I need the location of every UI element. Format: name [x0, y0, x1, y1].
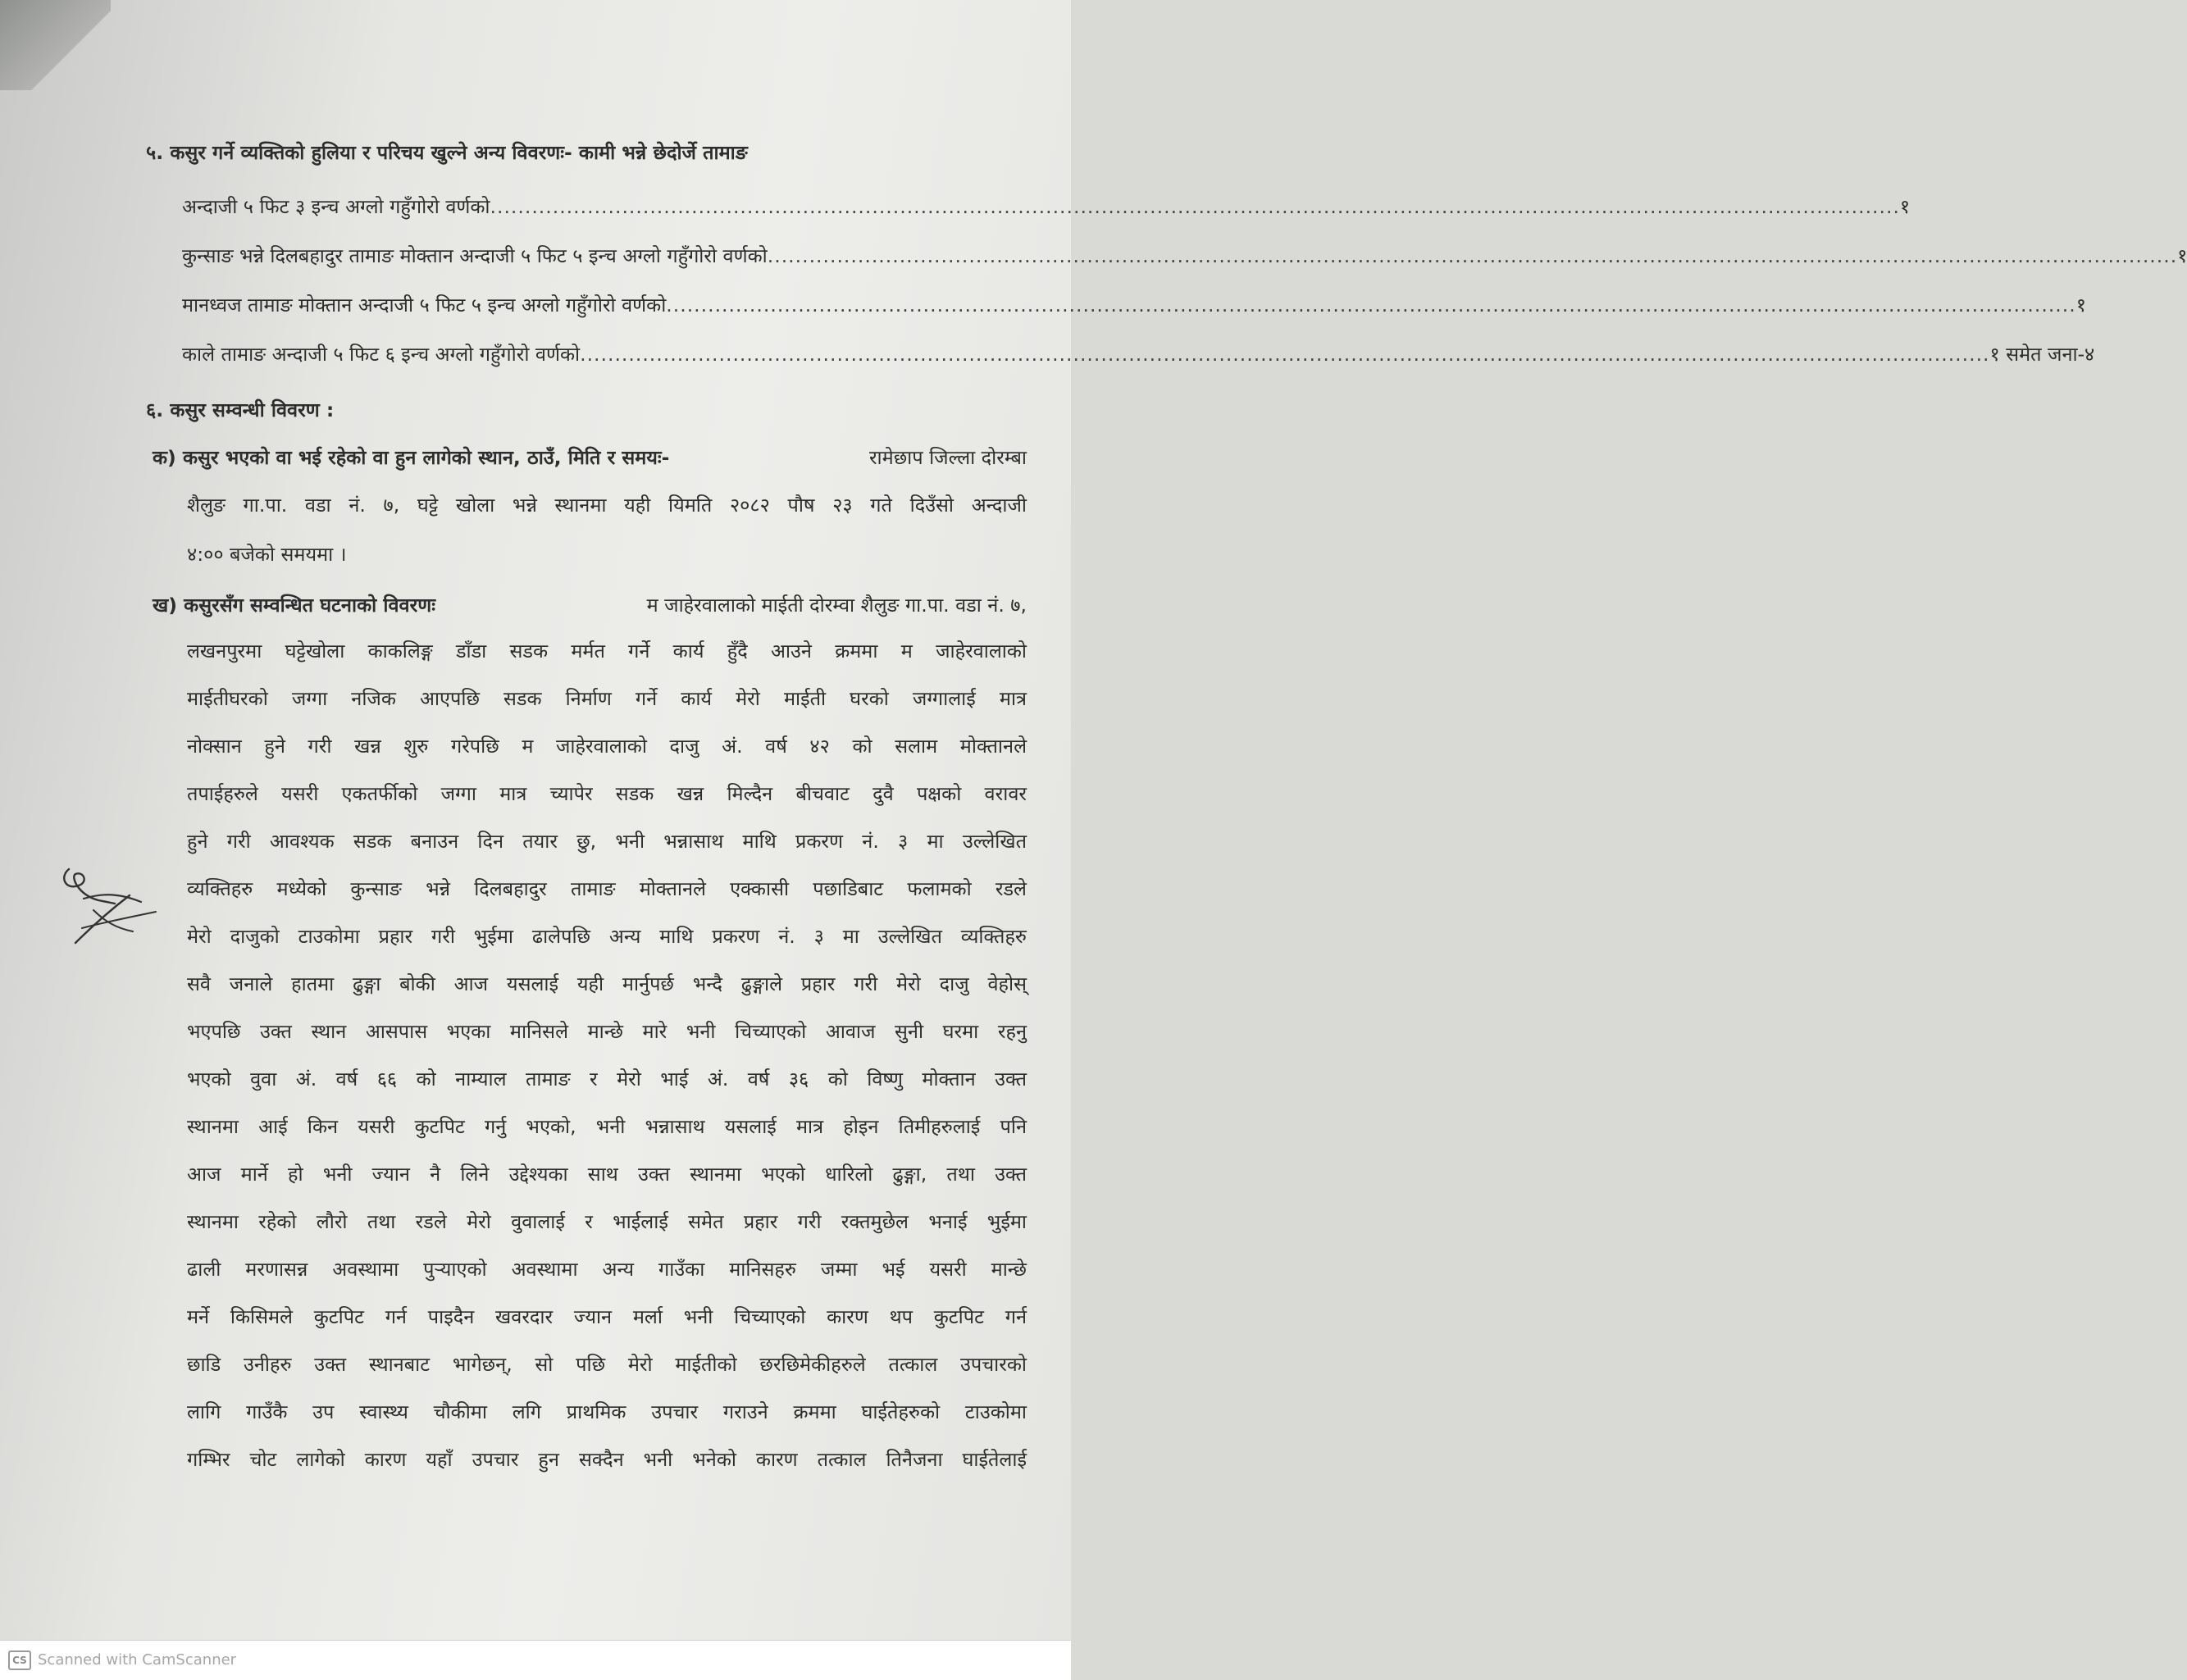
- camscanner-logo-icon: CS: [8, 1650, 31, 1670]
- camscanner-label: Scanned with CamScanner: [38, 1651, 237, 1669]
- kha-first-text: म जाहेरवालाको माईती दोरम्वा शैलुङ गा.पा. वडा नं. ७,: [646, 594, 1027, 617]
- kha-line: गम्भिर चोट लागेको कारण यहाँ उपचार हुन सक्दैन भनी भनेको कारण तत्काल तिनैजना घाईतेलाई: [187, 1448, 1027, 1471]
- description-row-4: [182, 338, 2095, 371]
- kha-line: मेरो दाजुको टाउकोमा प्रहार गरी भुईमा ढालेपछि अन्य माथि प्रकरण नं. ३ मा उल्लेखित व्यक्तिहरु: [187, 925, 1027, 948]
- row-3-dots: ...........................................................................................................................................................................................................: [666, 294, 2076, 316]
- row-3-count: १: [2075, 294, 2086, 316]
- row-2-text: कुन्साङ भन्ने दिलबहादुर तामाङ मोक्तान अन्दाजी ५ फिट ५ इन्च अग्लो गहुँगोरो वर्णको: [182, 244, 768, 267]
- kha-line: नोक्सान हुने गरी खन्न शुरु गरेपछि म जाहेरवालाको दाजु अं. वर्ष ४२ को सलाम मोक्तानले: [187, 735, 1027, 758]
- kha-line: हुने गरी आवश्यक सडक बनाउन दिन तयार छु, भनी भन्नासाथ माथि प्रकरण नं. ३ मा उल्लेखित: [187, 830, 1027, 853]
- kha-line: व्यक्तिहरु मध्येको कुन्साङ भन्ने दिलबहादुर तामाङ मोक्तानले एक्कासी पछाडिबाट फलामको रडले: [187, 877, 1027, 900]
- row-4-text: काले तामाङ अन्दाजी ५ फिट ६ इन्च अग्लो गहुँगोरो वर्णको: [182, 343, 581, 366]
- description-row-1: [182, 190, 1911, 223]
- kha-label: ख) कसुरसँग सम्वन्धित घटनाको विवरणः: [153, 594, 435, 617]
- description-row-3: [182, 289, 2086, 321]
- row-1-dots: ...........................................................................................................................................................................................................: [490, 195, 1900, 218]
- kha-line: ढाली मरणासन्न अवस्थामा पुर्‍याएको अवस्थामा अन्य गाउँका मानिसहरु जम्मा भई यसरी मान्छे: [187, 1258, 1027, 1281]
- ka-line-3: ४:०० बजेको समयमा ।: [187, 543, 347, 566]
- kha-line: भएको वुवा अं. वर्ष ६६ को नाम्याल तामाङ र मेरो भाई अं. वर्ष ३६ को विष्णु मोक्तान उक्त: [187, 1068, 1027, 1090]
- kha-line: मर्ने किसिमले कुटपिट गर्न पाइदैन खवरदार ज्यान मर्ला भनी चिच्याएको कारण थप कुटपिट गर्न: [187, 1305, 1027, 1328]
- section-6-heading: ६. कसुर सम्वन्धी विवरण :: [146, 398, 335, 421]
- row-4-count: १ समेत जना-४: [1989, 343, 2095, 366]
- kha-first-line: [153, 589, 1027, 621]
- kha-line: तपाईहरुले यसरी एकतर्फीको जग्गा मात्र च्यापेर सडक खन्न मिल्दैन बीचवाट दुवै पक्षको वरावर: [187, 782, 1027, 805]
- kha-line: आज मार्ने हो भनी ज्यान नै लिने उद्देश्यका साथ उक्त स्थानमा भएको धारिलो ढुङ्गा, तथा उक्त: [187, 1163, 1027, 1186]
- ka-line-2: शैलुङ गा.पा. वडा नं. ७, घट्टे खोला भन्ने स्थानमा यही यिमति २०८२ पौष २३ गते दिउँसो अन्दाजी: [187, 494, 1027, 517]
- kha-line: स्थानमा आई किन यसरी कुटपिट गर्नु भएको, भनी भन्नासाथ यसलाई मात्र होइन तिमीहरुलाई पनि: [187, 1115, 1027, 1138]
- scanner-footer: [0, 1640, 1071, 1680]
- row-1-text: अन्दाजी ५ फिट ३ इन्च अग्लो गहुँगोरो वर्णको: [182, 195, 490, 218]
- row-2-count: १: [2177, 244, 2187, 267]
- kha-line: छाडि उनीहरु उक्त स्थानबाट भागेछन्, सो पछि मेरो माईतीको छरछिमेकीहरुले तत्काल उपचारको: [187, 1353, 1027, 1376]
- row-1-count: १: [1899, 195, 1911, 218]
- ka-label: क) कसुर भएको वा भई रहेको वा हुन लागेको स्थान, ठाउँ, मिति र समयः-: [153, 446, 670, 469]
- ka-first-line: [153, 441, 1027, 474]
- row-2-dots: ...........................................................................................................................................................................................................: [767, 244, 2178, 267]
- kha-line: सवै जनाले हातमा ढुङ्गा बोकी आज यसलाई यही मार्नुपर्छ भन्दै ढुङ्गाले प्रहार गरी मेरो दाजु वेहोस्: [187, 972, 1027, 995]
- description-row-2: [182, 239, 2187, 272]
- kha-line: लखनपुरमा घट्टेखोला काकलिङ्ग डाँडा सडक मर्मत गर्ने कार्य हुँदै आउने क्रममा म जाहेरवालाको: [187, 640, 1027, 662]
- kha-line: माईतीघरको जग्गा नजिक आएपछि सडक निर्माण गर्ने कार्य मेरो माईती घरको जग्गालाई मात्र: [187, 687, 1027, 710]
- row-3-text: मानध्वज तामाङ मोक्तान अन्दाजी ५ फिट ५ इन्च अग्लो गहुँगोरो वर्णको: [182, 294, 667, 316]
- ka-line-1: रामेछाप जिल्ला दोरम्बा: [868, 446, 1027, 469]
- kha-line: भएपछि उक्त स्थान आसपास भएका मानिसले मान्छे मारे भनी चिच्याएको आवाज सुनी घरमा रहनु: [187, 1020, 1027, 1043]
- margin-signature: [51, 853, 166, 959]
- kha-line: लागि गाउँकै उप स्वास्थ्य चौकीमा लगि प्राथमिक उपचार गराउने क्रममा घाईतेहरुको टाउकोमा: [187, 1400, 1027, 1423]
- kha-line: स्थानमा रहेको लौरो तथा रडले मेरो वुवालाई र भाईलाई समेत प्रहार गरी रक्तमुछेल भनाई भुईमा: [187, 1210, 1027, 1233]
- section-5-heading: ५. कसुर गर्ने व्यक्तिको हुलिया र परिचय खुल्ने अन्य विवरणः- कामी भन्ने छेदोर्जे तामाङ: [146, 141, 748, 164]
- row-4-dots: ...........................................................................................................................................................................................................: [580, 343, 1990, 366]
- page-fold-shadow: [0, 0, 111, 90]
